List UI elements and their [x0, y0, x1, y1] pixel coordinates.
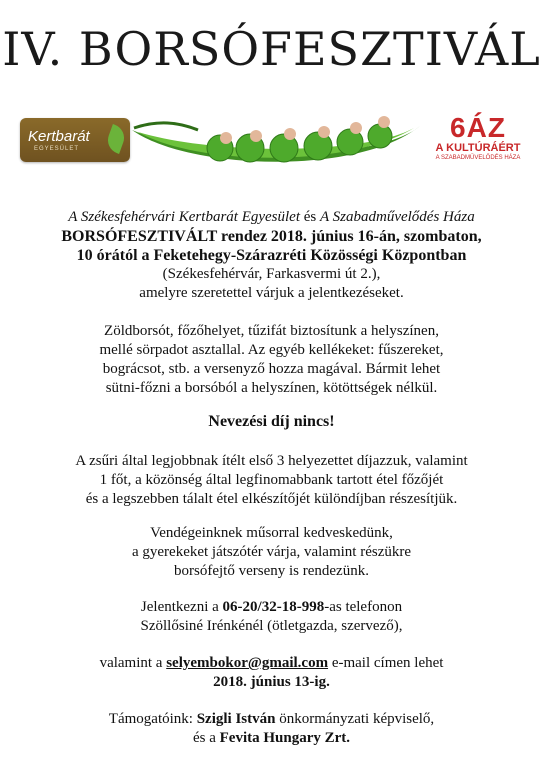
- sponsors-line1: [0, 710, 543, 729]
- intro-line2: BORSÓFESZTIVÁLT rendez 2018. június 16-án, szombaton,: [61, 228, 482, 245]
- kertbarat-logo-subtext: EGYESÜLET: [34, 146, 80, 152]
- sponsor-1-role: önkormányzati képviselő,: [279, 711, 435, 727]
- email-block: [0, 654, 543, 692]
- intro-block: [0, 208, 543, 303]
- provisions-line: Zöldborsót, főzőhelyet, tűzifát biztosítunk a helyszínen,: [104, 323, 439, 339]
- email-post: e-mail címen lehet: [331, 655, 444, 671]
- sponsors-pre: Támogatóink:: [108, 711, 193, 727]
- phone-number[interactable]: 06-20/32-18-998: [222, 599, 325, 615]
- organizer-1: A Székesfehérvári Kertbarát Egyesület: [68, 209, 301, 225]
- prizes-line: 1 főt, a közönség által legfinomabbank tartott étel főzőjét: [99, 472, 444, 488]
- leaf-icon: [104, 124, 128, 154]
- intro-and: és: [303, 209, 317, 225]
- provisions-line: sütni-főzni a borsóból a helyszínen, kötöttségek nélkül.: [105, 380, 438, 396]
- paragraph-provisions: [0, 322, 543, 398]
- contact-post: -as telefonon: [324, 599, 403, 615]
- provisions-line: bográcsot, stb. a versenyző hozza magával. Bármit lehet: [102, 361, 441, 377]
- organizer-2: A Szabadművelődés Háza: [320, 209, 475, 225]
- email-link[interactable]: selyembokor@gmail.com: [166, 655, 329, 671]
- haz-logo-line2: A SZABADMŰVELŐDÉS HÁZA: [435, 155, 521, 161]
- szabadmuvelodes-haza-logo: [428, 114, 528, 162]
- sponsors-line2: [0, 729, 543, 748]
- haz-logo-line1: A KULTÚRÁÉRT: [435, 142, 521, 154]
- contact-line2: Szöllősiné Irénkénél (ötletgazda, szervező),: [140, 618, 403, 634]
- program-line: borsófejtő verseny is rendezünk.: [174, 563, 369, 579]
- pea-pod-image: [128, 110, 424, 176]
- sponsors-pre2: és a: [192, 730, 216, 746]
- prizes-line: A zsűri által legjobbnak ítélt első 3 helyezettet díjazzuk, valamint: [75, 453, 468, 469]
- intro-line1: [0, 208, 543, 227]
- contact-pre: Jelentkezni a: [140, 599, 219, 615]
- paragraph-program: [0, 524, 543, 581]
- sponsors-block: [0, 710, 543, 748]
- contact-block: [0, 598, 543, 636]
- program-line: a gyerekeket játszótér várja, valamint részükre: [131, 544, 412, 560]
- provisions-line: mellé sörpadot asztallal. Az egyéb kellékeket: fűszereket,: [99, 342, 444, 358]
- kertbarat-logo-text: Kertbarát: [28, 128, 90, 145]
- paragraph-prizes: [0, 452, 543, 509]
- sponsor-1: Szigli István: [196, 711, 276, 727]
- program-line: Vendégeinknek műsorral kedveskedünk,: [150, 525, 393, 541]
- intro-line4: (Székesfehérvár, Farkasvermi út 2.),: [162, 266, 381, 282]
- kertbarat-logo: [20, 118, 130, 162]
- email-pre: valamint a: [99, 655, 163, 671]
- contact-line1: [0, 598, 543, 617]
- sponsor-2: Fevita Hungary Zrt.: [219, 730, 351, 746]
- poster-title: IV. BORSÓFESZTIVÁL: [2, 22, 541, 76]
- entry-fee-notice: Nevezési díj nincs!: [208, 413, 335, 430]
- prizes-line: és a legszebben tálalt étel elkészítőjét különdíjban részesítjük.: [85, 491, 458, 507]
- deadline: 2018. június 13-ig.: [213, 674, 330, 690]
- haz-logo-mark: 6ÁZ: [450, 112, 506, 143]
- email-line1: [0, 654, 543, 673]
- intro-line3: 10 órától a Feketehegy-Szárazréti Közösségi Központban: [76, 247, 467, 264]
- intro-line5: amelyre szeretettel várjuk a jelentkezéseket.: [139, 285, 404, 301]
